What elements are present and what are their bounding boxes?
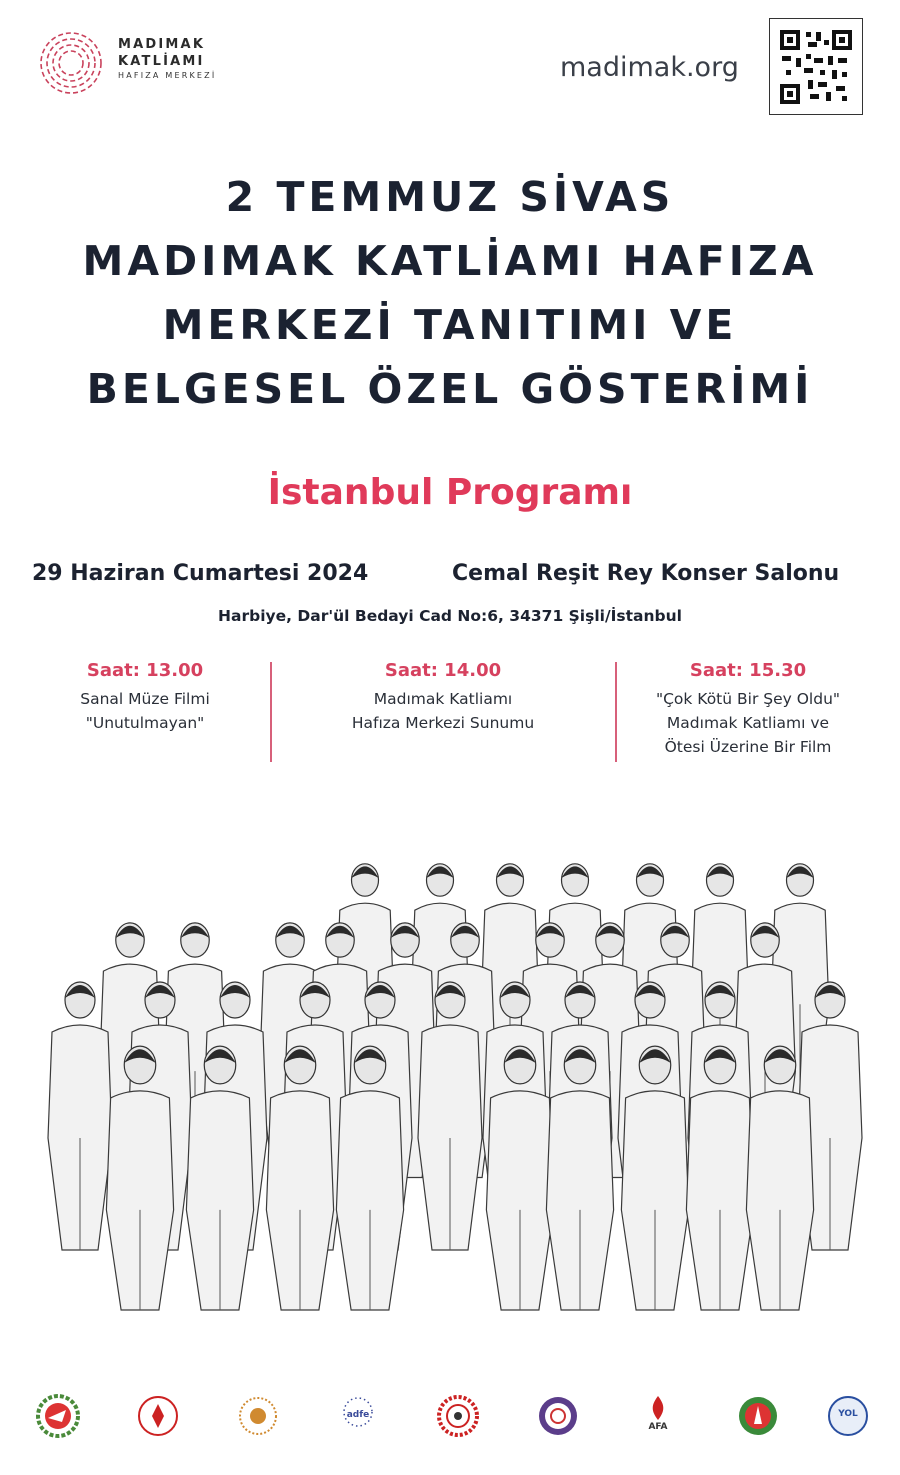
logo-ring-icon — [38, 30, 104, 96]
qr-code[interactable] — [769, 18, 863, 115]
partner-label: YOL — [838, 1409, 858, 1419]
figure-emblem-icon — [736, 1394, 780, 1438]
partner-logos — [30, 1392, 870, 1452]
session-time: Saat: 13.00 — [86, 660, 204, 681]
session-line: Hafıza Merkezi Sunumu — [351, 714, 535, 732]
session-line: Ötesi Üzerine Bir Film — [664, 738, 832, 756]
partner-logo-1 — [30, 1392, 86, 1452]
session-line: Madımak Katliamı — [373, 690, 513, 708]
session-1 — [20, 660, 270, 735]
website-link[interactable]: madimak.org — [560, 52, 739, 83]
event-date: 29 Haziran Cumartesi 2024 — [32, 561, 369, 586]
partner-logo-2 — [130, 1392, 186, 1452]
session-3 — [616, 660, 880, 759]
session-divider — [270, 662, 272, 762]
session-time: Saat: 14.00 — [384, 660, 502, 681]
partner-label: adfe — [346, 1410, 370, 1420]
title-line-3: MERKEZİ TANITIMI VE — [162, 301, 738, 349]
sun-emblem-icon — [236, 1394, 280, 1438]
partner-logo-8 — [730, 1392, 786, 1452]
event-venue: Cemal Reşit Rey Konser Salonu — [452, 561, 840, 586]
qr-code-icon — [780, 30, 852, 104]
madimak-logo — [38, 30, 228, 100]
partner-logo-3 — [230, 1392, 286, 1452]
gear-emblem-icon — [436, 1394, 480, 1438]
dancer-emblem-icon — [136, 1394, 180, 1438]
gear-emblem-icon — [36, 1394, 80, 1438]
logo-line-2: KATLİAMI — [118, 54, 205, 69]
partner-logo-yol — [820, 1392, 876, 1452]
partner-label: AFA — [648, 1422, 668, 1432]
partner-logo-5 — [430, 1392, 486, 1452]
group-portrait-illustration — [20, 840, 880, 1320]
title-line-1: 2 TEMMUZ SİVAS — [225, 173, 675, 221]
session-list — [20, 660, 880, 762]
logo-wordmark — [118, 38, 216, 80]
event-title — [40, 165, 860, 421]
session-line: Sanal Müze Filmi — [80, 690, 210, 708]
event-address: Harbiye, Dar'ül Bedayi Cad No:6, 34371 Şişli/İstanbul — [218, 607, 682, 625]
session-line: "Çok Kötü Bir Şey Oldu" — [655, 690, 841, 708]
session-2 — [318, 660, 568, 735]
title-line-4: BELGESEL ÖZEL GÖSTERİMİ — [86, 365, 814, 413]
session-time: Saat: 15.30 — [689, 660, 807, 681]
logo-subtitle: HAFIZA MERKEZİ — [118, 71, 217, 80]
session-line: Madımak Katliamı ve — [666, 714, 830, 732]
flame-emblem-icon — [636, 1394, 680, 1424]
partner-logo-adfe — [330, 1392, 386, 1452]
logo-line-1: MADIMAK — [118, 37, 206, 52]
partner-logo-afa — [630, 1392, 686, 1452]
title-line-2: MADIMAK KATLİAMI HAFIZA — [82, 237, 818, 285]
seal-emblem-icon — [536, 1394, 580, 1438]
partner-logo-6 — [530, 1392, 586, 1452]
program-heading: İstanbul Programı — [267, 472, 633, 513]
session-line: "Unutulmayan" — [85, 714, 205, 732]
